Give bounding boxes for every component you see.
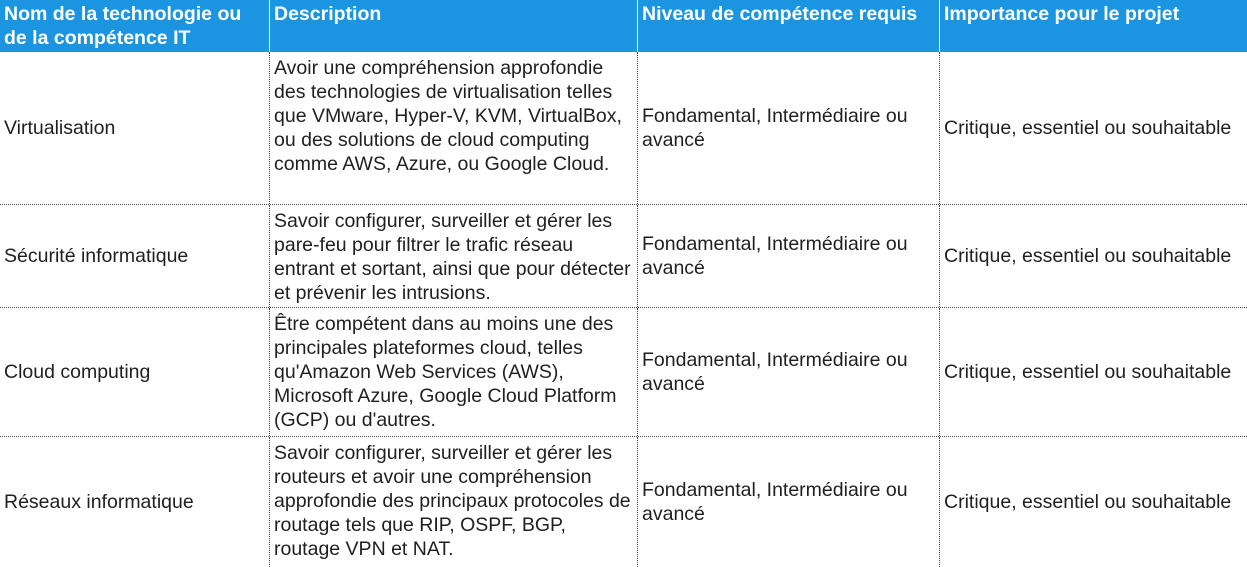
description-cell <box>270 437 638 567</box>
level-text: Fondamental, Intermédiaire ou avancé <box>642 105 908 151</box>
importance-text: Critique, essentiel ou souhaitable <box>944 491 1232 513</box>
importance-cell <box>940 308 1247 436</box>
importance-cell <box>940 437 1247 567</box>
header-required-level: Niveau de compétence requis <box>638 0 940 52</box>
table-row <box>0 308 1247 437</box>
description-cell <box>270 205 638 307</box>
description-text: Savoir configurer, surveiller et gérer les pare-feu pour filtrer le trafic réseau entrant et sortant, ainsi que pour détecter et prévenir les intrusions. <box>274 210 631 304</box>
importance-cell <box>940 205 1247 307</box>
level-cell <box>638 52 940 204</box>
table-row <box>0 437 1247 567</box>
importance-text: Critique, essentiel ou souhaitable <box>944 117 1232 139</box>
table-header <box>0 0 1247 52</box>
description-text: Savoir configurer, surveiller et gérer les routeurs et avoir une compréhension approfondie des principaux protocoles de routage tels que RIP, OSPF, BGP, routage VPN et NAT. <box>274 442 631 560</box>
technology-name: Virtualisation <box>4 117 116 139</box>
description-text: Avoir une compréhension approfondie des technologies de virtualisation telles que VMware, Hyper-V, KVM, VirtualBox, ou des solutions de cloud computing comme AWS, Azure, ou Google Cloud. <box>274 57 622 175</box>
importance-text: Critique, essentiel ou souhaitable <box>944 245 1232 267</box>
technology-name-cell <box>0 205 270 307</box>
table-row <box>0 52 1247 205</box>
level-cell <box>638 205 940 307</box>
level-text: Fondamental, Intermédiaire ou avancé <box>642 233 908 279</box>
technology-name: Cloud computing <box>4 361 151 383</box>
technology-name-cell <box>0 52 270 204</box>
importance-text: Critique, essentiel ou souhaitable <box>944 361 1232 383</box>
header-description: Description <box>270 0 638 52</box>
technology-name: Sécurité informatique <box>4 245 189 267</box>
importance-cell <box>940 52 1247 204</box>
technology-name: Réseaux informatique <box>4 491 194 513</box>
level-text: Fondamental, Intermédiaire ou avancé <box>642 349 908 395</box>
header-project-importance: Importance pour le projet <box>944 3 1180 25</box>
level-text: Fondamental, Intermédiaire ou avancé <box>642 479 908 525</box>
technology-name-cell <box>0 308 270 436</box>
table-row <box>0 205 1247 308</box>
description-text: Être compétent dans au moins une des principales plateformes cloud, telles qu'Amazon Web Services (AWS), Microsoft Azure, Google Cloud Platform (GCP) ou d'autres. <box>274 313 617 431</box>
level-cell <box>638 308 940 436</box>
level-cell <box>638 437 940 567</box>
technology-name-cell <box>0 437 270 567</box>
description-cell <box>270 52 638 204</box>
description-cell <box>270 308 638 436</box>
header-technology-name: Nom de la technologie ou de la compétence IT <box>0 0 270 52</box>
